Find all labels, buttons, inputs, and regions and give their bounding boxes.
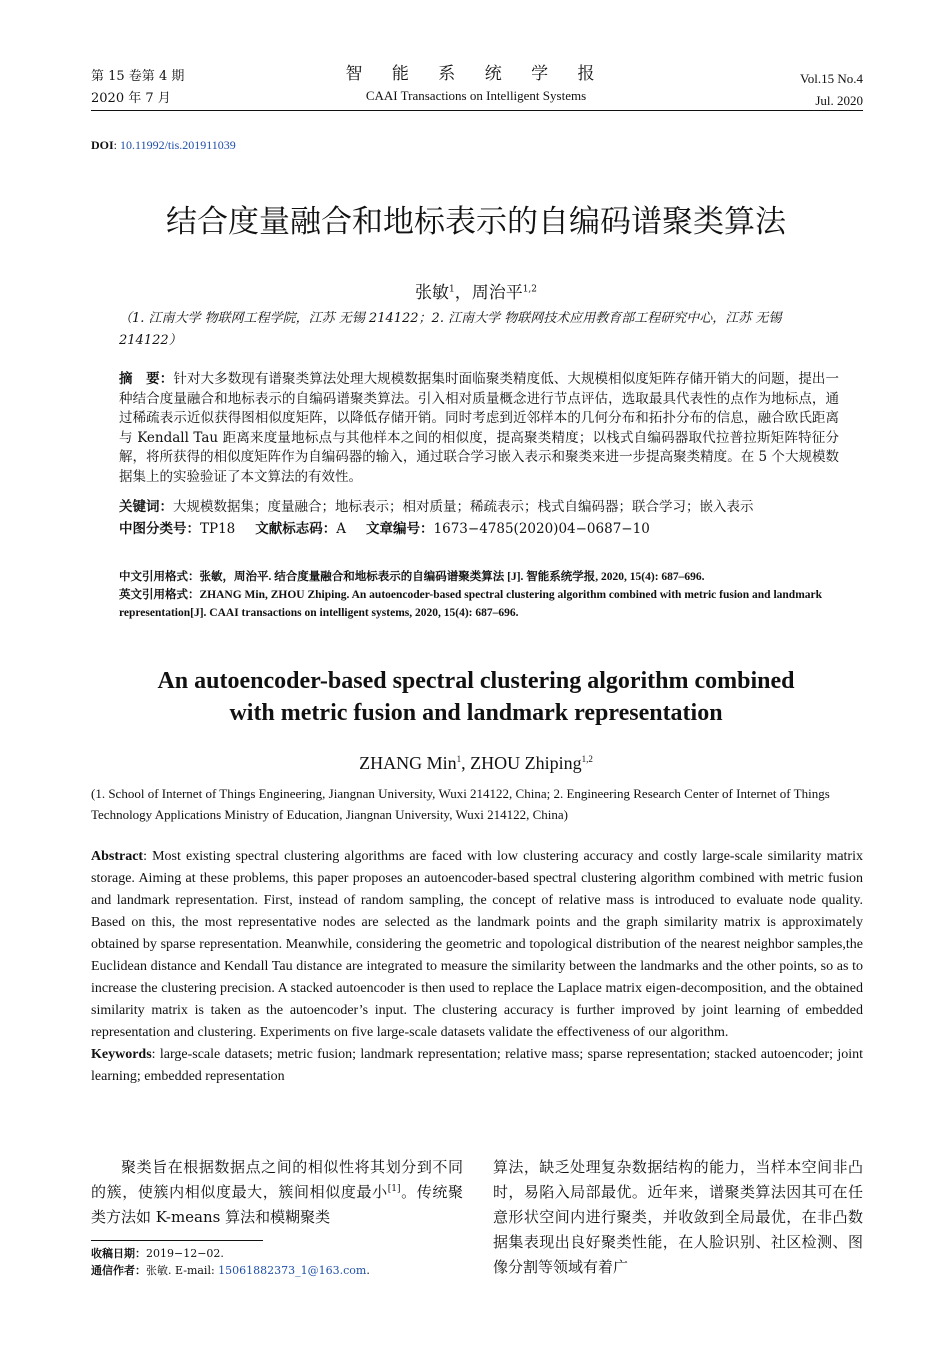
reference-1[interactable]: [1]	[387, 1184, 401, 1194]
article-no-label: 文章编号：	[366, 521, 434, 537]
email-end: .	[366, 1264, 370, 1277]
affiliation-en: (1. School of Internet of Things Engineering, Jiangnan University, Wuxi 214122, China; 2. Engineering Research Center of Internet of Things Technology Applications Ministry of Education, Jiangnan University, Wuxi 214122, China)	[91, 786, 830, 822]
doi-link[interactable]: 10.11992/tis.201911039	[120, 138, 236, 152]
received-value: 2019−12−02.	[146, 1247, 224, 1260]
author-2-cn: 周治平	[471, 283, 523, 303]
doc-code-value: A	[336, 521, 347, 537]
citation-cn: 中文引用格式：张敏，周治平. 结合度量融合和地标表示的自编码谱聚类算法 [J]. 智能系统学报, 2020, 15(4): 687–696.	[119, 571, 705, 583]
author-2-sup: 1,2	[522, 284, 538, 295]
body-left-text-b: 。传统聚类方法如 K-means 算法和模糊聚类	[91, 1183, 463, 1226]
author-1-en: ZHANG Min	[359, 753, 457, 773]
author-2-en: ZHOU Zhiping	[470, 753, 582, 773]
date-cn: 2020 年 7 月	[91, 91, 171, 106]
author-en-sep: ,	[461, 753, 471, 773]
footnote-rule	[91, 1240, 263, 1241]
corresponding-author	[91, 1262, 370, 1279]
body-column-left	[91, 1155, 463, 1230]
authors-cn	[0, 278, 952, 303]
doi-label: DOI	[91, 138, 114, 152]
header-volume-en	[800, 68, 863, 112]
received-date	[91, 1245, 370, 1262]
volume-issue-en: Vol.15 No.4	[800, 71, 863, 86]
doc-code-label: 文献标志码：	[255, 521, 337, 537]
journal-name-en: CAAI Transactions on Intelligent Systems	[365, 88, 587, 103]
abstract-cn-label: 摘 要：	[119, 371, 174, 387]
classification-cn	[119, 519, 839, 539]
affiliation-cn: （1. 江南大学 物联网工程学院，江苏 无锡 214122；2. 江南大学 物联网技术应用教育部工程研究中心，江苏 无锡 214122）	[119, 311, 782, 348]
article-no-value: 1673−4785(2020)04−0687−10	[433, 521, 650, 537]
citation-en: 英文引用格式：ZHANG Min, ZHOU Zhiping. An autoencoder-based spectral clustering algorithm combined with metric fusion and landmark representation[J]. CAAI transactions on intelligent systems, 2020, 15(4): 687–696.	[119, 589, 823, 619]
abstract-cn	[119, 370, 839, 487]
author-1-sup: 1	[448, 284, 455, 295]
author-2-en-sup: 1,2	[581, 754, 593, 764]
footnote	[91, 1245, 370, 1279]
title-en	[0, 665, 952, 729]
keywords-en-text: : large-scale datasets; metric fusion; landmark representation; relative mass; sparse representation; stacked autoencoder; joint learning; embedded representation	[91, 1047, 863, 1084]
author-1-en-sup: 1	[456, 754, 462, 764]
journal-header	[300, 62, 652, 106]
keywords-en-label: Keywords	[91, 1047, 152, 1062]
journal-name-cn: 智 能 系 统 学 报	[345, 64, 607, 84]
received-label: 收稿日期：	[91, 1247, 146, 1260]
author-sep: ，	[454, 283, 472, 303]
title-cn: 结合度量融合和地标表示的自编码谱聚类算法	[166, 204, 786, 240]
title-en-line-2: with metric fusion and landmark representation	[229, 700, 723, 726]
abstract-en-para	[91, 846, 863, 1044]
clc-value: TP18	[200, 521, 236, 537]
abstract-en-label: Abstract	[91, 849, 144, 864]
keywords-cn	[119, 497, 839, 517]
doi: DOI: 10.11992/tis.201911039	[91, 138, 236, 152]
clc-label: 中图分类号：	[119, 521, 200, 537]
date-en: Jul. 2020	[815, 93, 863, 108]
header-volume-cn	[91, 66, 184, 110]
corresponding-value: 张敏. E-mail:	[146, 1264, 219, 1277]
authors-en	[0, 753, 952, 774]
abstract-en-text: : Most existing spectral clustering algorithms are faced with low clustering accuracy and costly large-scale similarity matrix storage. Aiming at these problems, this paper proposes an autoencoder-based spectral clustering algorithm combined with metric fusion and landmark representation. First, instead of random sampling, the concept of relative mass is introduced to evaluate node quality. Based on this, the most representative nodes are selected as the landmark points and the graph similarity matrix is approximately obtained by sparse representation. Meanwhile, considering the geometric and topological distribution of the nearest neighbor samples,the Euclidean distance and Kendall Tau distance are integrated to measure the similarity between the landmarks and the other points, so as to increase the clustering precision. A stacked autoencoder is then used to replace the Laplace matrix eigen-decomposition, and the obtained similarity matrix is taken as the autoencoder’s input. The clustering accuracy is further improved by joint learning of embedded representation and clustering. Experiments on five large-scale datasets validate the effectiveness of our algorithm.	[91, 849, 863, 1040]
corresponding-label: 通信作者：	[91, 1264, 146, 1277]
volume-issue-cn: 第 15 卷第 4 期	[91, 69, 185, 84]
body-column-right: 算法，缺乏处理复杂数据结构的能力，当样本空间非凸时，易陷入局部最优。近年来，谱聚类算法因其可在任意形状空间内进行聚类，并收敛到全局最优，在非凸数据集表现出良好聚类性能，在人脸识别、社区检测、图像分割等领域有着广	[493, 1158, 863, 1276]
abstract-cn-text: 针对大多数现有谱聚类算法处理大规模数据集时面临聚类精度低、大规模相似度矩阵存储开销大的问题，提出一种结合度量融合和地标表示的自编码谱聚类算法。引入相对质量概念进行节点评估，选取最具代表性的点作为地标点，通过稀疏表示近似获得图相似度矩阵，以降低存储开销。同时考虑到近邻样本的几何分布和拓扑分布的信息，融合欧氏距离与 Kendall Tau 距离来度量地标点与其他样本之间的相似度，提高聚类精度；以栈式自编码器取代拉普拉斯矩阵特征分解，将所获得的相似度矩阵作为自编码器的输入，通过联合学习嵌入表示和聚类来进一步提高聚类精度。在 5 个大规模数据集上的实验验证了本文算法的有效性。	[119, 371, 840, 485]
title-en-line-1: An autoencoder-based spectral clustering algorithm combined	[157, 668, 795, 694]
keywords-en	[91, 1044, 863, 1088]
citation-block	[119, 568, 839, 622]
abstract-en	[91, 846, 863, 1088]
header-rule	[91, 110, 863, 111]
body-left-text-a: 聚类旨在根据数据点之间的相似性将其划分到不同的簇，使簇内相似度最大，簇间相似度最小	[91, 1158, 463, 1201]
keywords-cn-label: 关键词：	[119, 499, 173, 515]
keywords-cn-text: 大规模数据集；度量融合；地标表示；相对质量；稀疏表示；栈式自编码器；联合学习；嵌入表示	[173, 499, 754, 515]
email-link[interactable]: 15061882373_1@163.com	[218, 1264, 367, 1277]
author-1-cn: 张敏	[414, 283, 449, 303]
